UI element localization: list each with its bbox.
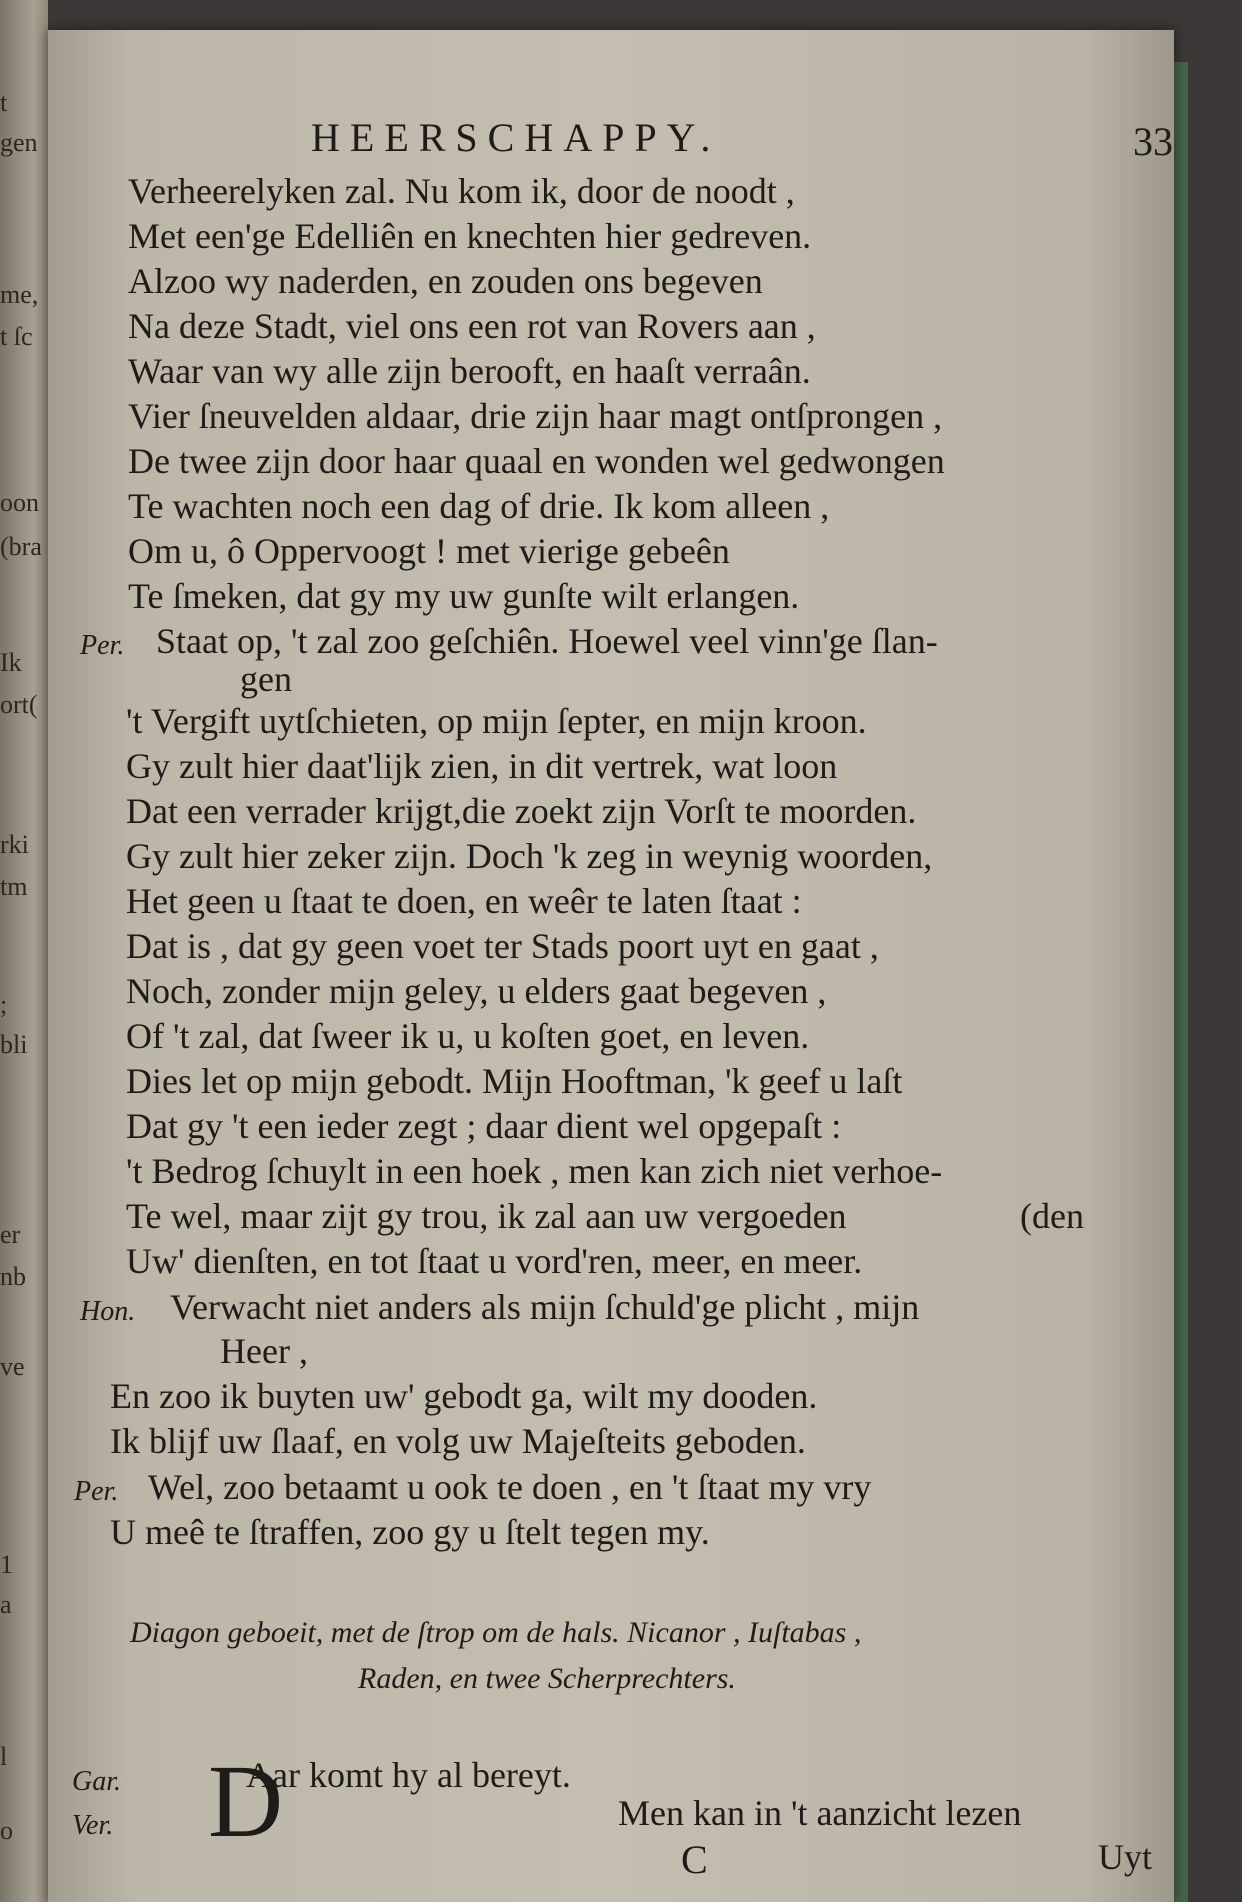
fragment: l <box>0 1742 8 1771</box>
fragment: ; <box>0 990 8 1019</box>
fragment: rki <box>0 830 29 859</box>
speaker-hon: Hon. <box>80 1296 136 1327</box>
verse-line: Na deze Stadt, viel ons een rot van Rovers aan , <box>128 306 816 346</box>
fragment: ort( <box>0 690 38 719</box>
fragment: 1 <box>0 1550 13 1579</box>
speaker-gar: Gar. <box>72 1766 122 1797</box>
fragment: bli <box>0 1030 28 1059</box>
verse-line: Verwacht niet anders als mijn ſchuld'ge plicht , mijn <box>170 1287 920 1327</box>
book-cover-edge <box>1174 62 1188 1902</box>
verse-line: Alzoo wy naderden, en zouden ons begeven <box>128 261 763 301</box>
verse-line: Aar komt hy al bereyt. <box>246 1755 571 1795</box>
page-text <box>48 30 1174 1902</box>
stage-direction: Diagon geboeit, met de ſtrop om de hals. Nicanor , Iuſtabas , <box>130 1616 862 1649</box>
speaker-per: Per. <box>74 1476 119 1507</box>
verse-line: U meê te ſtraffen, zoo gy u ſtelt tegen my. <box>110 1512 710 1552</box>
verse-line: En zoo ik buyten uw' gebodt ga, wilt my dooden. <box>110 1376 818 1416</box>
fragment: a <box>0 1590 12 1619</box>
verse-line: Heer , <box>220 1331 308 1371</box>
signature-mark: C <box>681 1837 708 1882</box>
verse-line: Ik blijf uw ſlaaf, en volg uw Majeſteits geboden. <box>110 1421 806 1461</box>
previous-page-margin-fragments <box>0 0 48 1902</box>
fragment: o <box>0 1816 13 1845</box>
verse-line: Te wel, maar zijt gy trou, ik zal aan uw vergoeden <box>126 1196 847 1236</box>
verse-line: Het geen u ſtaat te doen, en weêr te laten ſtaat : <box>126 881 802 921</box>
verse-line: Gy zult hier zeker zijn. Doch 'k zeg in weynig woorden, <box>126 836 933 876</box>
fragment: t <box>0 88 8 117</box>
verse-line: Gy zult hier daat'lijk zien, in dit vertrek, wat loon <box>126 746 838 786</box>
running-head: HEERSCHAPPY. <box>311 115 721 160</box>
fragment: oon <box>0 488 39 517</box>
verse-line: Of 't zal, dat ſweer ik u, u koſten goet, en leven. <box>126 1016 810 1056</box>
verse-line: 't Vergift uytſchieten, op mijn ſepter, en mijn kroon. <box>126 701 867 741</box>
verse-line: Te ſmeken, dat gy my uw gunſte wilt erlangen. <box>128 576 800 616</box>
fragment: Ik <box>0 648 22 677</box>
verse-line: Verheerelyken zal. Nu kom ik, door de noodt , <box>128 171 795 211</box>
drop-cap: D <box>208 1744 284 1859</box>
fragment: er <box>0 1220 21 1249</box>
fragment: gen <box>0 128 38 157</box>
verse-line: Noch, zonder mijn geley, u elders gaat begeven , <box>126 971 827 1011</box>
verse-line: gen <box>240 659 292 699</box>
verse-line: Dies let op mijn gebodt. Mijn Hooftman, 'k geef u laſt <box>126 1061 903 1101</box>
fragment: nb <box>0 1262 26 1291</box>
fragment: ve <box>0 1352 25 1381</box>
speaker-per: Per. <box>80 630 125 661</box>
fragment: tm <box>0 872 28 901</box>
verse-line: Met een'ge Edelliên en knechten hier gedreven. <box>128 216 812 256</box>
verse-line: De twee zijn door haar quaal en wonden wel gedwongen <box>128 441 945 481</box>
verse-line-turnover: (den <box>1020 1196 1084 1236</box>
fragment: me, <box>0 280 39 309</box>
verse-line: Uw' dienſten, en tot ſtaat u vord'ren, meer, en meer. <box>126 1241 863 1281</box>
verse-line: 't Bedrog ſchuylt in een hoek , men kan zich niet verhoe- <box>126 1151 943 1191</box>
page-number: 33 <box>1133 119 1173 164</box>
verse-line: Men kan in 't aanzicht lezen <box>618 1793 1022 1833</box>
verse-line: Dat is , dat gy geen voet ter Stads poort uyt en gaat , <box>126 926 879 966</box>
verse-line: Waar van wy alle zijn berooft, en haaſt verraân. <box>128 351 811 391</box>
verse-line: Dat gy 't een ieder zegt ; daar dient wel opgepaſt : <box>126 1106 842 1146</box>
book-page <box>48 30 1174 1902</box>
verse-line: Wel, zoo betaamt u ook te doen , en 't ſtaat my vry <box>148 1467 872 1507</box>
verse-line: Vier ſneuvelden aldaar, drie zijn haar magt ontſprongen , <box>128 396 943 436</box>
verse-line: Staat op, 't zal zoo geſchiên. Hoewel veel vinn'ge ſlan- <box>156 621 938 661</box>
fragment: (bra <box>0 532 42 561</box>
stage-direction: Raden, en twee Scherprechters. <box>358 1662 736 1695</box>
fragment: t ſc <box>0 322 33 351</box>
speaker-ver: Ver. <box>72 1810 114 1841</box>
verse-line: Te wachten noch een dag of drie. Ik kom alleen , <box>128 486 830 526</box>
verse-line: Dat een verrader krijgt,die zoekt zijn Vorſt te moorden. <box>126 791 917 831</box>
catchword: Uyt <box>1098 1837 1152 1877</box>
verse-line: Om u, ô Oppervoogt ! met vierige gebeên <box>128 531 730 571</box>
